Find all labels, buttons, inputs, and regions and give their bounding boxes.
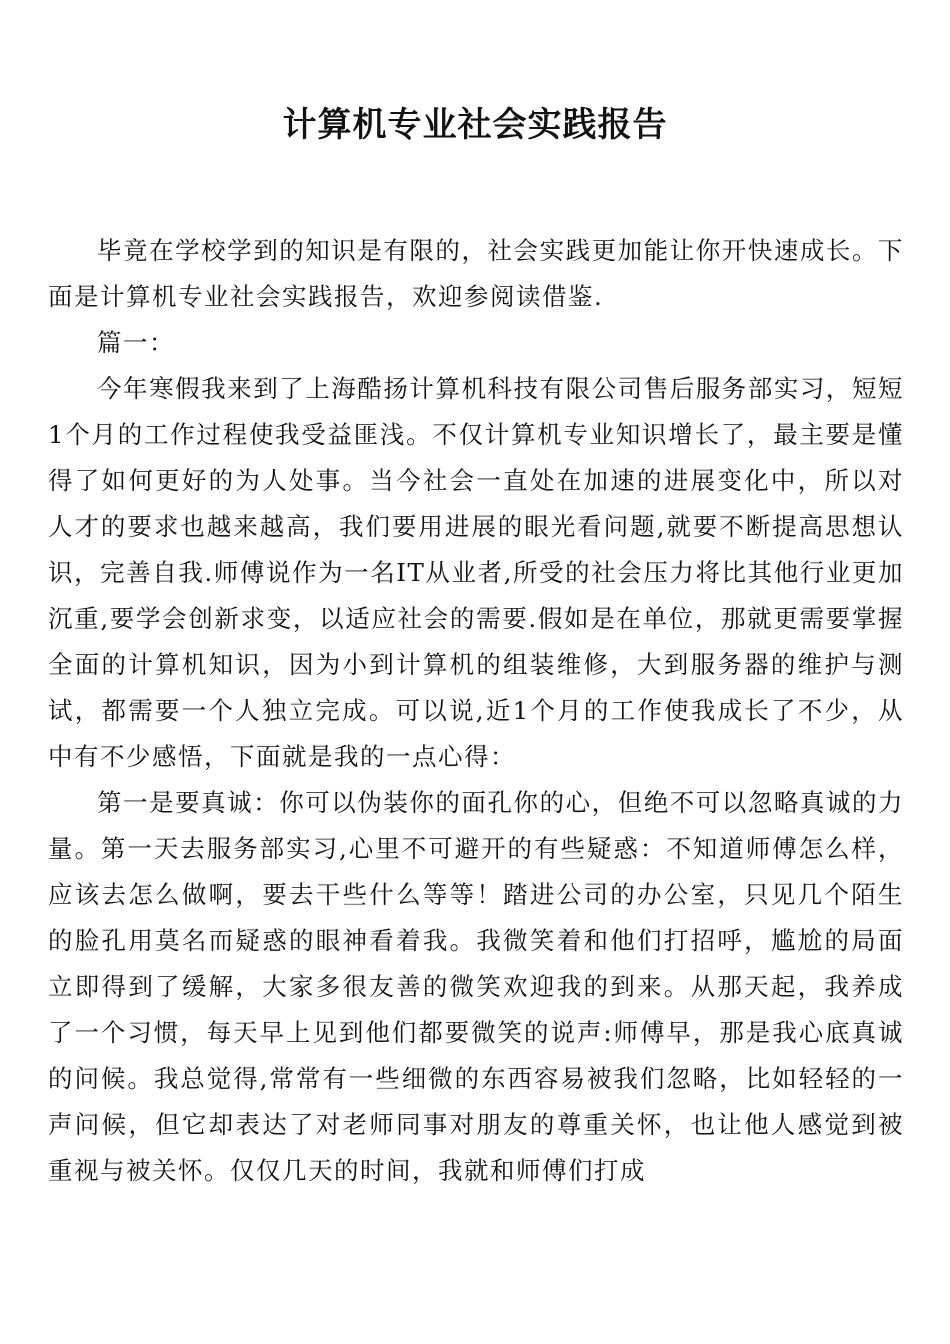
document-body — [48, 228, 904, 1194]
document-title: 计算机专业社会实践报告 — [282, 105, 668, 145]
intro-paragraph: 毕竟在学校学到的知识是有限的，社会实践更加能让你开快速成长。下面是计算机专业社会实践报告，欢迎参阅读借鉴. — [48, 236, 904, 311]
body-paragraph: 今年寒假我来到了上海酷扬计算机科技有限公司售后服务部实习，短短1个月的工作过程使我受益匪浅。不仅计算机专业知识增长了，最主要是懂得了如何更好的为人处事。当今社会一直处在加速的进展变化中，所以对人才的要求也越来越高，我们要用进展的眼光看问题,就要不断提高思想认识，完善自我.师傅说作为一名IT从业者,所受的社会压力将比其他行业更加沉重,要学会创新求变，以适应社会的需要.假如是在单位，那就更需要掌握全面的计算机知识，因为小到计算机的组装维修，大到服务器的维护与测试，都需要一个人独立完成。可以说,近1个月的工作使我成长了不少，从中有不少感悟，下面就是我的一点心得： — [48, 374, 904, 771]
body-paragraph: 第一是要真诚：你可以伪装你的面孔你的心，但绝不可以忽略真诚的力量。第一天去服务部实习,心里不可避开的有些疑惑：不知道师傅怎么样，应该去怎么做啊，要去干些什么等等！踏进公司的办公室，只见几个陌生的脸孔用莫名而疑惑的眼神看着我。我微笑着和他们打招呼，尴尬的局面立即得到了缓解，大家多很友善的微笑欢迎我的到来。从那天起，我养成了一个习惯，每天早上见到他们都要微笑的说声:师傅早，那是我心底真诚的问候。我总觉得,常常有一些细微的东西容易被我们忽略，比如轻轻的一声问候，但它却表达了对老师同事对朋友的尊重关怀，也让他人感觉到被重视与被关怀。仅仅几天的时间，我就和师傅们打成 — [48, 788, 904, 1185]
section-heading: 篇一： — [97, 328, 175, 357]
